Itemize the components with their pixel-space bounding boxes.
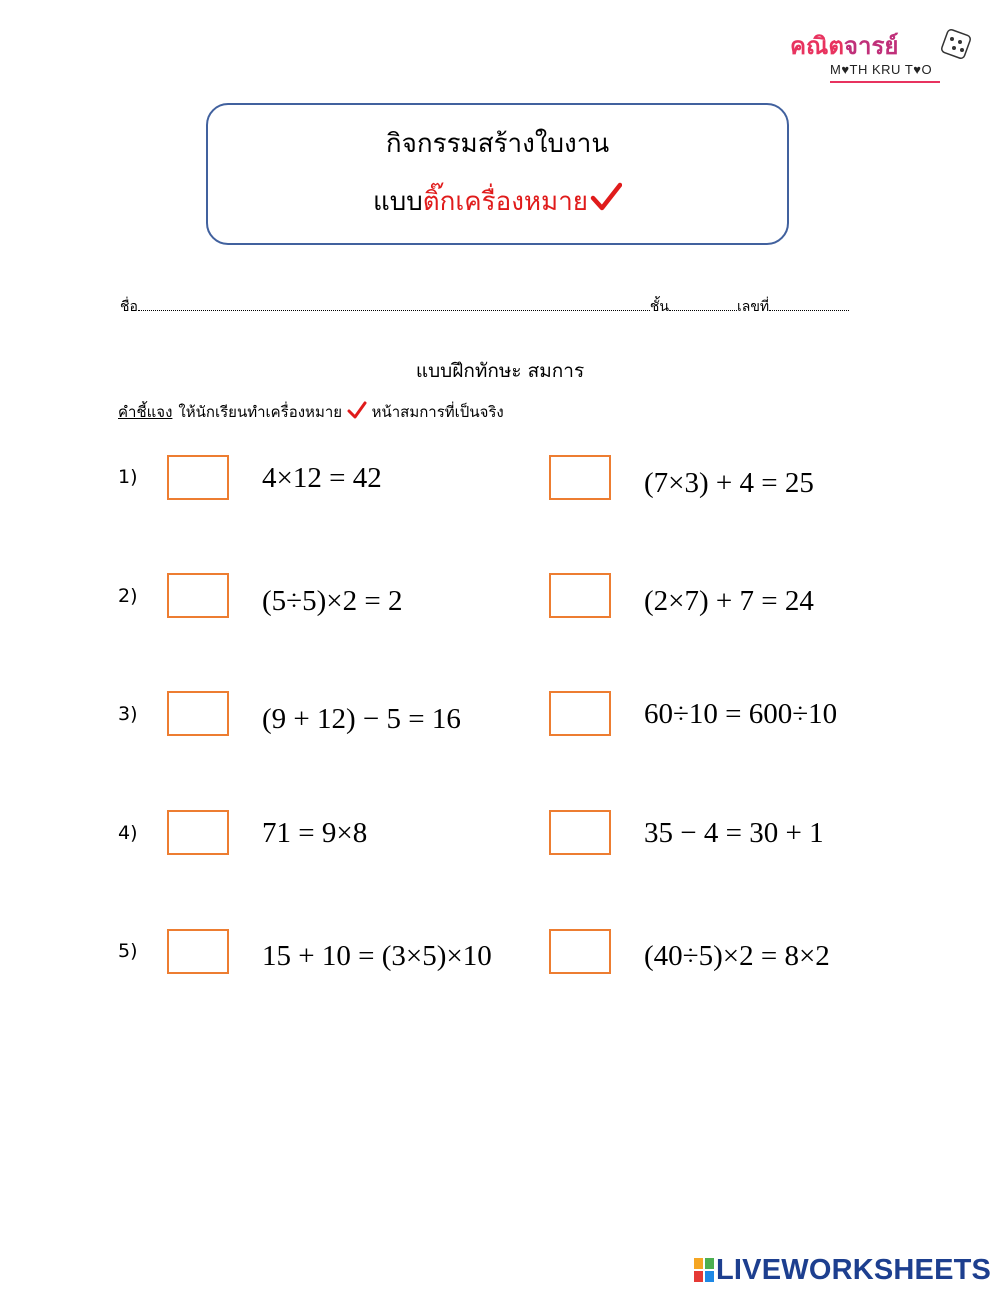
footer-brand-text: LIVEWORKSHEETS [716, 1254, 992, 1286]
logo-english-text: M♥TH KRU T♥O [830, 62, 933, 77]
answer-checkbox[interactable] [549, 929, 611, 974]
instruction-text-before: ให้นักเรียนทำเครื่องหมาย [178, 403, 343, 421]
title-box [206, 103, 789, 245]
equation-right: (40÷5)×2 = 8×2 [644, 940, 830, 972]
page-subtitle [208, 181, 787, 222]
brand-logo [790, 26, 975, 88]
answer-checkbox[interactable] [167, 929, 229, 974]
equation-left: 4×12 = 42 [262, 462, 382, 494]
page-title: กิจกรรมสร้างใบงาน [385, 129, 610, 159]
checkmark-icon [590, 182, 622, 212]
answer-checkbox[interactable] [167, 573, 229, 618]
dice-icon [940, 28, 974, 62]
number-field[interactable] [769, 298, 849, 311]
equation-right: (7×3) + 4 = 25 [644, 467, 814, 499]
class-field[interactable] [669, 298, 737, 311]
equation-right: (2×7) + 7 = 24 [644, 585, 814, 617]
answer-checkbox[interactable] [549, 691, 611, 736]
name-label: ชื่อ [120, 299, 138, 315]
section-title: แบบฝึกทักษะ สมการ [415, 360, 585, 382]
logo-thai-text [790, 26, 898, 65]
number-label: เลขที่ [737, 299, 770, 315]
question-number: 2) [118, 585, 138, 607]
question-number: 1) [118, 466, 138, 488]
answer-checkbox[interactable] [549, 573, 611, 618]
question-number: 3) [118, 703, 138, 725]
equation-right: 60÷10 = 600÷10 [644, 698, 838, 730]
footer-brand [694, 1254, 991, 1287]
answer-checkbox[interactable] [167, 810, 229, 855]
equation-left: 71 = 9×8 [262, 817, 368, 849]
question-number: 4) [118, 822, 138, 844]
liveworksheets-logo-icon [694, 1258, 714, 1282]
equation-left: (5÷5)×2 = 2 [262, 585, 403, 617]
answer-checkbox[interactable] [167, 455, 229, 500]
answer-checkbox[interactable] [549, 810, 611, 855]
instruction-text-after: หน้าสมการที่เป็นจริง [371, 403, 504, 421]
instruction [118, 400, 504, 424]
logo-underline [830, 81, 940, 83]
subtitle-highlight: ติ๊กเครื่องหมาย [422, 187, 589, 217]
student-info-line [120, 296, 880, 318]
checkmark-icon [347, 401, 367, 419]
answer-checkbox[interactable] [549, 455, 611, 500]
question-number: 5) [118, 940, 138, 962]
class-label: ชั้น [649, 299, 669, 315]
subtitle-prefix: แบบ [372, 187, 423, 217]
equation-left: (9 + 12) − 5 = 16 [262, 703, 461, 735]
logo-thai-part1: คณิต [790, 32, 844, 60]
equation-right: 35 − 4 = 30 + 1 [644, 817, 824, 849]
logo-thai-part2: จารย์ [843, 32, 899, 60]
answer-checkbox[interactable] [167, 691, 229, 736]
name-field[interactable] [138, 298, 650, 311]
equation-left: 15 + 10 = (3×5)×10 [262, 940, 492, 972]
instruction-label: คำชี้แจง [118, 403, 173, 421]
